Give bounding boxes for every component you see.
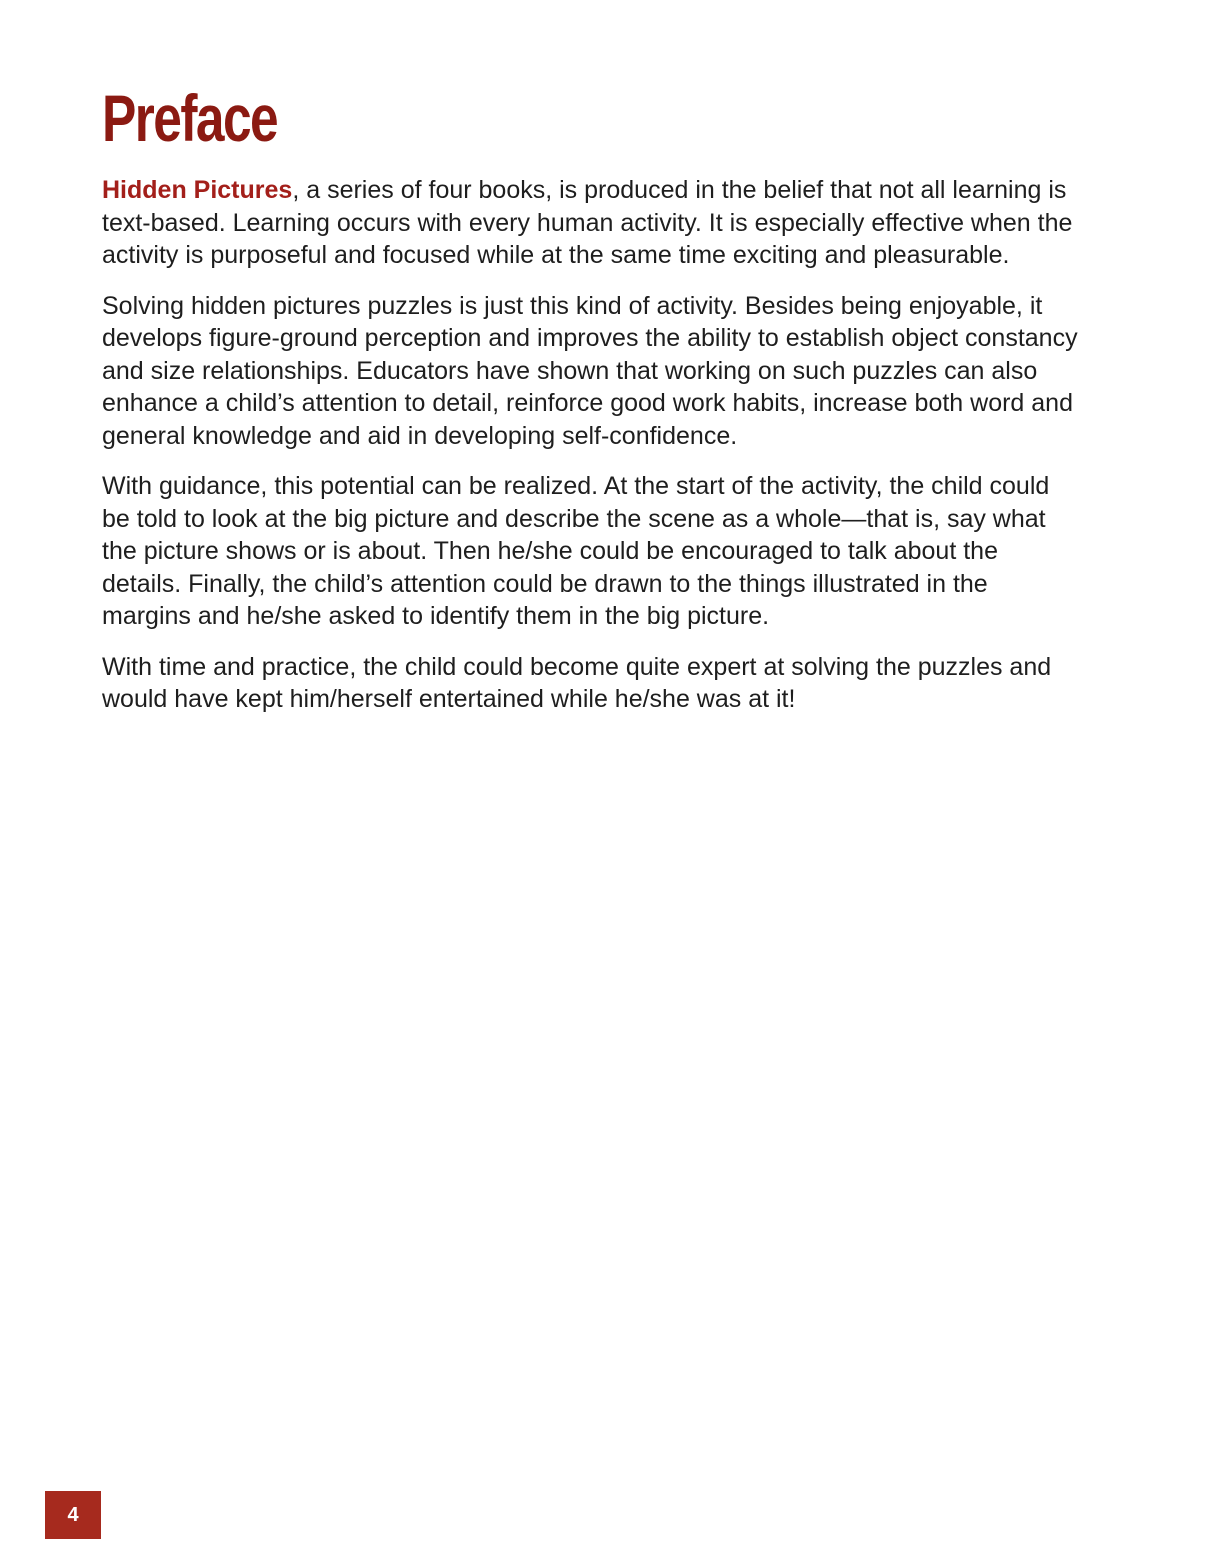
paragraph-2: Solving hidden pictures puzzles is just this kind of activity. Besides being enjoyable, it develops figure-ground perception and improves the ability to establish object constancy and size relationships. Educators have shown that working on such puzzles can also enhance a child’s attention to detail, reinforce good work habits, increase both word and general knowledge and aid in developing self-confidence. (102, 291, 1078, 450)
paragraph-3: With guidance, this potential can be realized. At the start of the activity, the child could be told to look at the big picture and describe the scene as a whole—that is, say what the picture shows or is about. Then he/she could be encouraged to talk about the details. Finally, the child’s attention could be drawn to the things illustrated in the margins and he/she asked to identify them in the big picture. (102, 472, 1050, 630)
paragraph-4: With time and practice, the child could become quite expert at solving the puzzles and would have kept him/herself entertained while he/she was at it! (102, 652, 1052, 713)
page-number-badge: 4 (45, 1491, 101, 1539)
paragraph-1 (102, 174, 1082, 272)
page-title: Preface (102, 81, 278, 155)
body-text (102, 174, 1082, 734)
paragraph-1-text: , a series of four books, is produced in the belief that not all learning is text-based. Learning occurs with every human activity. It is especially effective when the activity is purposeful and focused while at the same time exciting and pleasurable. (102, 176, 1073, 269)
book-title-highlight: Hidden Pictures (102, 176, 293, 204)
